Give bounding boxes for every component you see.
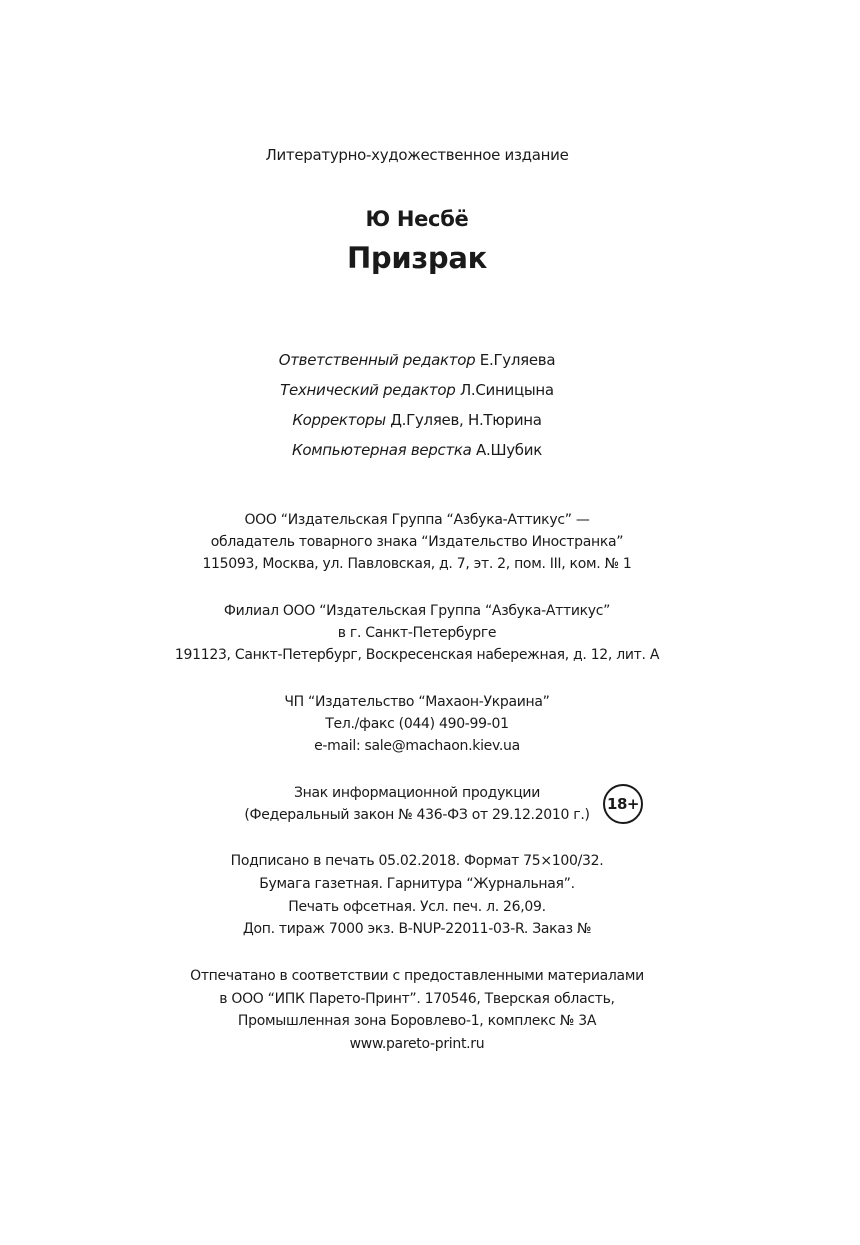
ukraine-phone: Тел./факс (044) 490-99-01 bbox=[325, 716, 509, 732]
print-info-line-1: Подписано в печать 05.02.2018. Формат 75×100/32. bbox=[230, 853, 604, 869]
info-sign-law: (Федеральный закон № 436-ФЗ от 29.12.2010 г.) bbox=[244, 807, 590, 823]
print-info-line-2: Бумага газетная. Гарнитура “Журнальная”. bbox=[259, 876, 575, 892]
age-rating-badge: 18+ bbox=[603, 784, 643, 824]
print-info-line-3: Печать офсетная. Усл. печ. л. 26,09. bbox=[288, 899, 546, 915]
publisher-line-2: обладатель товарного знака “Издательство Иностранка” bbox=[210, 534, 624, 550]
branch-address: 191123, Санкт-Петербург, Воскресенская набережная, д. 12, лит. А bbox=[174, 647, 660, 663]
printer-line-1: Отпечатано в соответствии с предоставленными материалами bbox=[190, 968, 644, 984]
credit-line bbox=[0, 441, 834, 459]
ukraine-publisher: ЧП “Издательство “Махаон-Украина” bbox=[284, 694, 550, 710]
printer-website: www.pareto-print.ru bbox=[349, 1036, 485, 1052]
credit-name: Л.Синицына bbox=[459, 381, 554, 399]
ukraine-email: e-mail: sale@machaon.kiev.ua bbox=[314, 738, 520, 754]
branch-line-2: в г. Санкт-Петербурге bbox=[337, 625, 497, 641]
credit-name: Д.Гуляев, Н.Тюрина bbox=[390, 411, 542, 429]
credit-role: Корректоры bbox=[292, 411, 386, 429]
credit-line bbox=[0, 411, 834, 429]
publisher-line-1: ООО “Издательская Группа “Азбука-Аттикус” — bbox=[244, 512, 590, 528]
credit-name: А.Шубик bbox=[476, 441, 542, 459]
credit-role: Технический редактор bbox=[280, 381, 456, 399]
info-sign-label: Знак информационной продукции bbox=[293, 785, 541, 801]
branch-line-1: Филиал ООО “Издательская Группа “Азбука-Аттикус” bbox=[223, 603, 611, 619]
printer-line-2: в ООО “ИПК Парето-Принт”. 170546, Тверская область, bbox=[219, 991, 615, 1007]
publisher-address: 115093, Москва, ул. Павловская, д. 7, эт. 2, пом. III, ком. № 1 bbox=[202, 556, 632, 572]
credit-role: Компьютерная верстка bbox=[292, 441, 472, 459]
book-author: Ю Несбё bbox=[365, 207, 469, 231]
credit-name: Е.Гуляева bbox=[479, 351, 556, 369]
credit-role: Ответственный редактор bbox=[278, 351, 476, 369]
credit-line bbox=[0, 351, 834, 369]
print-info-line-4: Доп. тираж 7000 экз. B-NUP-22011-03-R. Заказ № bbox=[242, 921, 592, 937]
edition-type: Литературно-художественное издание bbox=[265, 146, 569, 164]
book-title: Призрак bbox=[346, 241, 488, 275]
printer-line-3: Промышленная зона Боровлево-1, комплекс № 3А bbox=[237, 1013, 597, 1029]
credit-line bbox=[0, 381, 834, 399]
